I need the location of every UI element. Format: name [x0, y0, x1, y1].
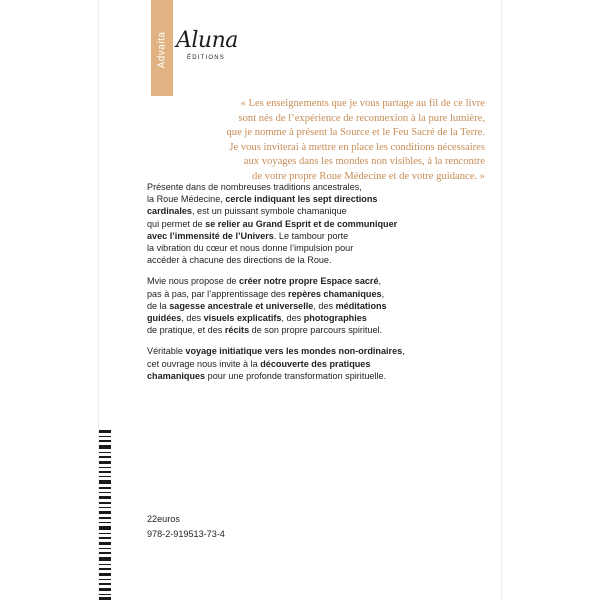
text-run: la Roue Médecine,: [147, 194, 226, 205]
author-quote: [179, 97, 485, 184]
bold-text: cercle indiquant les sept directions: [225, 194, 378, 205]
description-line: [147, 218, 487, 230]
bold-text: avec l’immensité de l’Univers: [147, 230, 274, 241]
text-run: accéder à chacune des directions de la Roue.: [147, 255, 332, 266]
text-run: ,: [381, 288, 385, 299]
bold-text: créer notre propre Espace sacré: [239, 276, 379, 287]
description-line: [147, 312, 487, 324]
quote-line: aux voyages dans les mondes non visibles, à la rencontre: [243, 156, 485, 167]
description-line: [147, 358, 487, 370]
text-run: de son propre parcours spirituel.: [249, 325, 383, 336]
description-line: [147, 193, 487, 205]
description-line: [147, 288, 487, 300]
description-paragraph: [147, 345, 487, 382]
quote-line: de votre propre Roue Médecine et de votre guidance. »: [252, 170, 485, 182]
description-line: [147, 181, 487, 193]
bold-text: repères chamaniques: [288, 288, 382, 299]
description-line: [147, 370, 487, 382]
bold-text: guidées: [147, 313, 182, 324]
bold-text: voyage initiatique vers les mondes non-ordinaires: [185, 346, 403, 357]
text-run: de la: [147, 300, 170, 311]
description-line: [147, 230, 487, 242]
text-run: , des: [313, 300, 336, 311]
text-run: pas à pas, par l’apprentissage des: [147, 288, 289, 299]
text-run: Présente dans de nombreuses traditions ancestrales,: [147, 182, 362, 192]
bold-text: chamaniques: [147, 370, 206, 381]
collection-label: Advaita: [156, 31, 168, 69]
quote-line: sont nés de l’expérience de reconnexion à la pure lumière,: [238, 112, 485, 124]
quote-line: que je nomme à présent la Source et le Feu Sacré de la Terre.: [226, 127, 485, 138]
bold-text: découverte des pratiques: [260, 358, 371, 369]
publisher-name: Aluna: [176, 28, 238, 53]
description-paragraph: [147, 275, 487, 336]
bold-text: récits: [224, 325, 250, 336]
collection-band: [151, 0, 173, 96]
description-paragraph: [147, 181, 487, 266]
text-run: cet ouvrage nous invite à la: [147, 358, 261, 369]
text-run: Mvie nous propose de: [147, 276, 240, 287]
publisher-sub: ÉDITIONS: [187, 55, 225, 61]
text-run: la vibration du cœur et nous donne l’impulsion pour: [147, 243, 354, 254]
book-description: [147, 181, 487, 391]
bold-text: sagesse ancestrale et universelle: [169, 300, 314, 311]
text-run: pour une profonde transformation spirituelle.: [205, 370, 387, 381]
bold-text: photographies: [303, 313, 367, 324]
description-line: [147, 242, 487, 254]
quote-line: « Les enseignements que je vous partage au fil de ce livre: [240, 98, 485, 109]
text-run: de pratique, et des: [147, 325, 225, 336]
text-run: , des: [181, 313, 204, 324]
text-run: , est un puissant symbole chamanique: [192, 206, 347, 217]
bold-text: se relier au Grand Esprit et de communiquer: [205, 218, 398, 229]
book-back-cover: [99, 0, 501, 600]
description-line: [147, 300, 487, 312]
bold-text: cardinales: [147, 206, 192, 217]
text-run: , des: [281, 313, 304, 324]
text-run: ,: [378, 276, 382, 287]
isbn: 978-2-919513-73-4: [147, 529, 225, 539]
bold-text: visuels explicatifs: [203, 313, 282, 324]
text-run: ,: [402, 346, 405, 357]
price: 22euros: [147, 514, 180, 524]
text-run: qui permet de: [147, 218, 206, 229]
text-run: Véritable: [147, 346, 186, 357]
publisher-logo: [176, 28, 266, 68]
text-run: . Le tambour porte: [273, 230, 349, 241]
description-line: [147, 345, 487, 357]
quote-line: Je vous inviterai à mettre en place les conditions nécessaires: [229, 141, 485, 153]
description-line: [147, 275, 487, 287]
description-line: [147, 254, 487, 266]
description-line: [147, 205, 487, 217]
barcode-strip: [99, 430, 111, 600]
description-line: [147, 324, 487, 336]
bold-text: méditations: [335, 300, 387, 311]
